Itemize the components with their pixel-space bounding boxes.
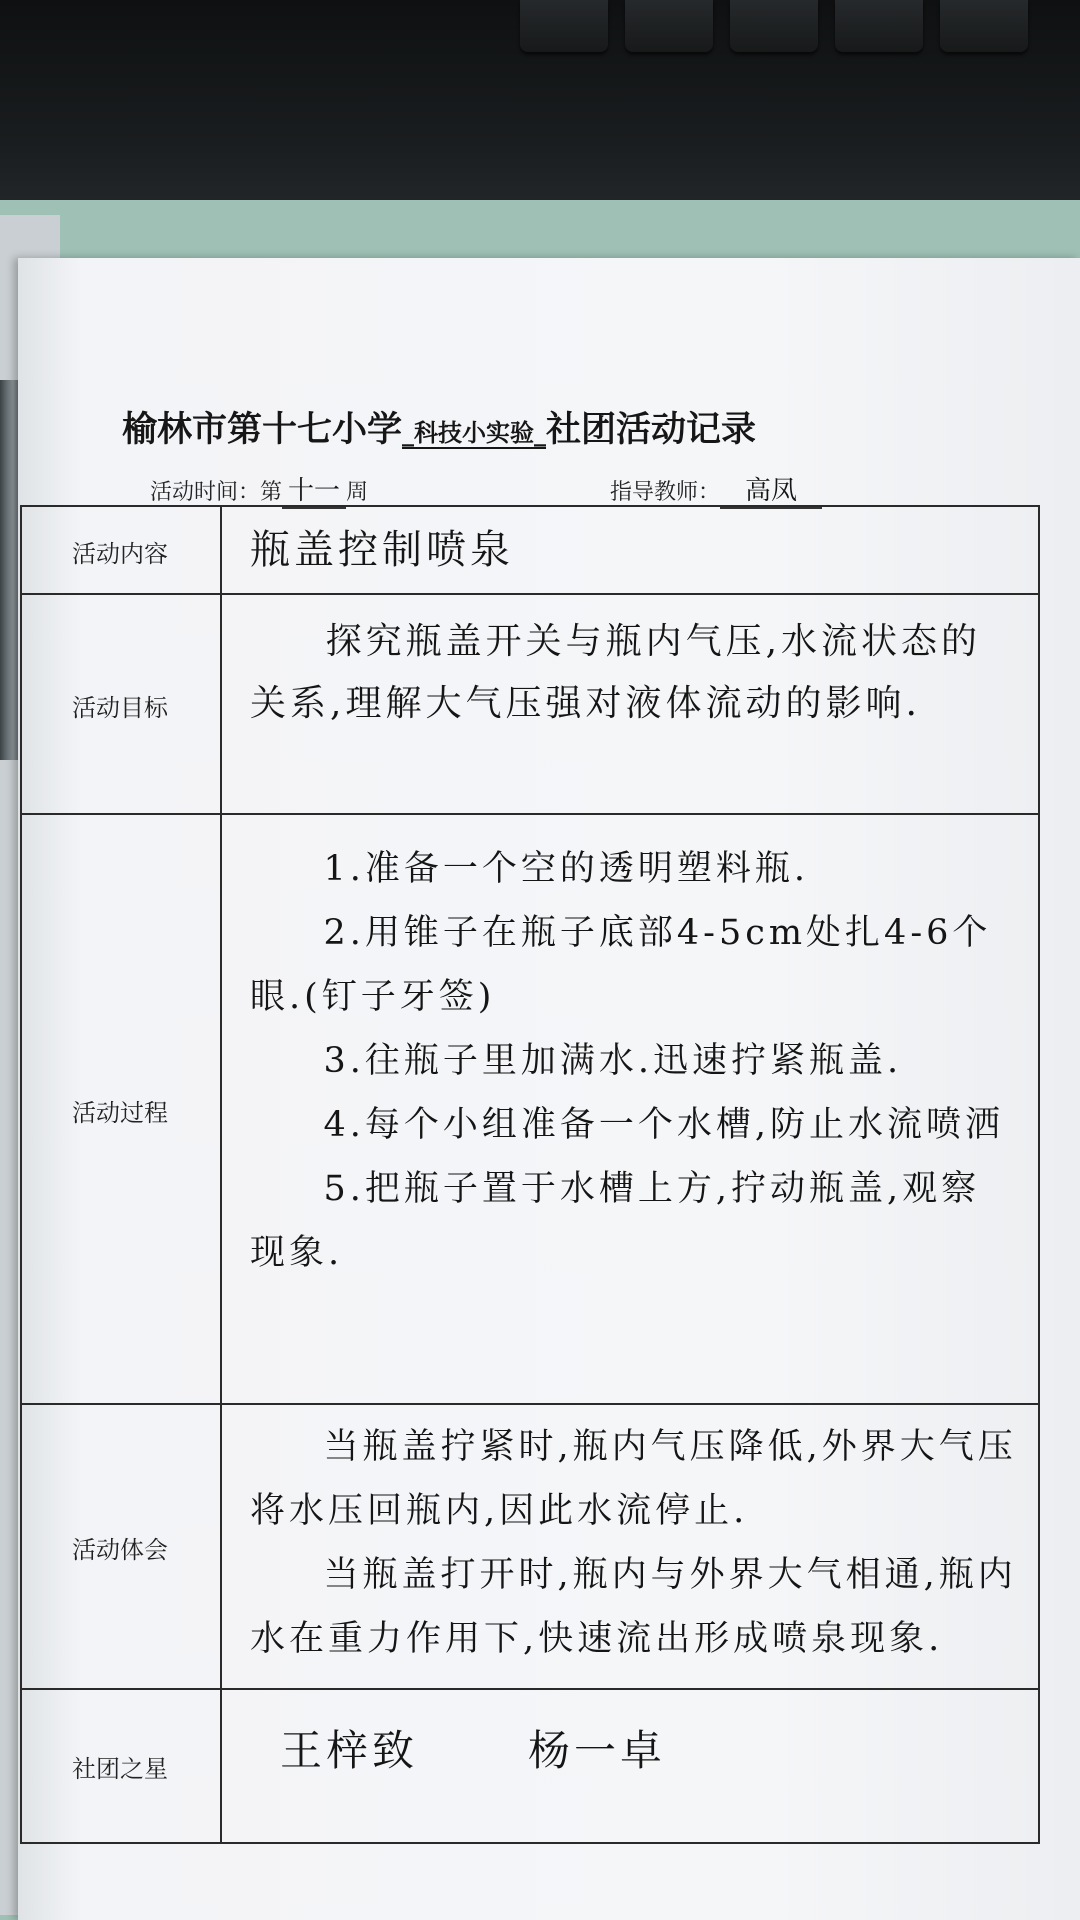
- process-step: 2.用锥子在瓶子底部4-5cm处扎4-6个眼.(钉子牙签): [250, 913, 992, 1017]
- label-goal: 活动目标: [20, 595, 222, 815]
- star-name: 王梓致: [280, 1726, 419, 1775]
- club-stars: [220, 1690, 1040, 1842]
- activity-process: [220, 815, 1040, 1405]
- activity-goal: [220, 595, 1040, 815]
- activity-time: [150, 470, 368, 509]
- star-names: [220, 1690, 1040, 1784]
- row-goal: [20, 593, 1040, 815]
- week-suffix: 周: [346, 480, 369, 505]
- process-step: 3.往瓶子里加满水.迅速拧紧瓶盖.: [323, 1041, 903, 1081]
- club-name-blank: _科技小实验_: [402, 419, 547, 447]
- label-process: 活动过程: [20, 815, 222, 1405]
- star-name: 杨一卓: [528, 1726, 667, 1775]
- week-value: 十一: [282, 470, 346, 509]
- content-text: 瓶盖控制喷泉: [250, 527, 514, 573]
- teacher-name: 高凤: [720, 470, 822, 509]
- reflection-paragraph: 当瓶盖打开时,瓶内与外界大气相通,瓶内水在重力作用下,快速流出形成喷泉现象.: [250, 1555, 1017, 1659]
- reflection-paragraph: 当瓶盖拧紧时,瓶内气压降低,外界大气压将水压回瓶内,因此水流停止.: [250, 1427, 1017, 1531]
- process-step: 4.每个小组准备一个水槽,防止水流喷洒: [323, 1105, 1005, 1145]
- time-label: 活动时间：: [150, 480, 261, 505]
- goal-text: 探究瓶盖开关与瓶内气压,水流状态的关系,理解大气压强对液体流动的影响.: [250, 621, 982, 724]
- activity-content: [220, 507, 1040, 595]
- page-title: [122, 402, 1022, 452]
- keyboard-key: [730, 0, 818, 52]
- label-reflection: 活动体会: [20, 1405, 222, 1690]
- row-process: [20, 813, 1040, 1405]
- row-reflection: [20, 1403, 1040, 1690]
- activity-reflection: [220, 1405, 1040, 1690]
- week-prefix: 第: [260, 480, 283, 505]
- label-stars: 社团之星: [20, 1690, 222, 1842]
- process-step: 1.准备一个空的透明塑料瓶.: [323, 849, 810, 889]
- teacher: [610, 470, 822, 509]
- process-step: 5.把瓶子置于水槽上方,拧动瓶盖,观察现象.: [250, 1169, 981, 1273]
- club-name: 科技小实验: [414, 419, 535, 447]
- title-suffix: 社团活动记录: [546, 410, 757, 450]
- keyboard-key: [835, 0, 923, 52]
- keyboard-key: [520, 0, 608, 52]
- school-name: 榆林市第十七小学: [122, 410, 403, 450]
- label-content: 活动内容: [20, 507, 222, 595]
- activity-table: [20, 505, 1040, 1842]
- teacher-label: 指导教师：: [610, 480, 721, 505]
- keyboard-key: [625, 0, 713, 52]
- row-content: [20, 505, 1040, 595]
- keyboard-key: [940, 0, 1028, 52]
- row-stars: [20, 1688, 1040, 1844]
